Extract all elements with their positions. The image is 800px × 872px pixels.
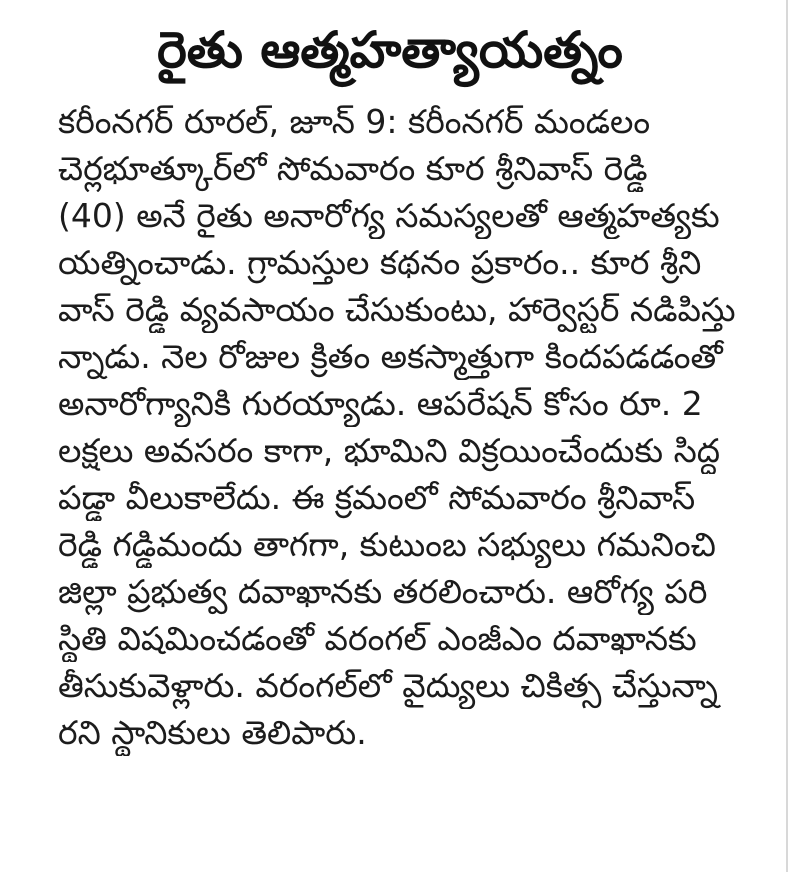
column-divider — [786, 0, 788, 872]
article-line: తీసుకువెళ్లారు. వరంగల్‌లో వైద్యులు చికిత్స చేస్తున్నా — [58, 666, 718, 705]
article-body — [58, 98, 768, 756]
article-line: (40) అనే రైతు అనారోగ్య సమస్యలతో ఆత్మహత్యకు — [58, 196, 720, 235]
headline: రైతు ఆత్మహత్యాయత్నం — [157, 21, 623, 79]
article-line: న్నాడు. నెల రోజుల క్రితం అకస్మాత్తుగా కిందపడడంతో — [58, 337, 723, 376]
article-line: లక్షలు అవసరం కాగా, భూమిని విక్రయించేందుకు సిద్ధ — [58, 431, 721, 470]
article-line: జిల్లా ప్రభుత్వ దవాఖానకు తరలించారు. ఆరోగ్య పరి — [58, 572, 708, 611]
article-line: కరీంనగర్ రూరల్, జూన్ 9: కరీంనగర్ మండలం — [58, 102, 651, 141]
article-line: వాస్ రెడ్డి వ్యవసాయం చేసుకుంటు, హార్వెస్టర్ నడిపిస్తు — [58, 290, 736, 329]
article-line: యత్నించాడు. గ్రామస్తుల కథనం ప్రకారం.. కూర శ్రీని — [58, 243, 702, 282]
article-line: చెర్లభూత్కూర్‌లో సోమవారం కూర శ్రీనివాస్ రెడ్డి — [58, 149, 648, 188]
article-line: పడ్డా వీలుకాలేదు. ఈ క్రమంలో సోమవారం శ్రీనివాస్ — [58, 478, 696, 517]
article-line: రని స్థానికులు తెలిపారు. — [58, 713, 367, 752]
article-line: అనారోగ్యానికి గురయ్యాడు. ఆపరేషన్ కోసం రూ. 2 — [58, 384, 703, 423]
article-line: రెడ్డి గడ్డిమందు తాగగా, కుటుంబ సభ్యులు గమనించి — [58, 525, 716, 564]
article-line: స్థితి విషమించడంతో వరంగల్ ఎంజీఎం దవాఖానకు — [58, 619, 697, 658]
